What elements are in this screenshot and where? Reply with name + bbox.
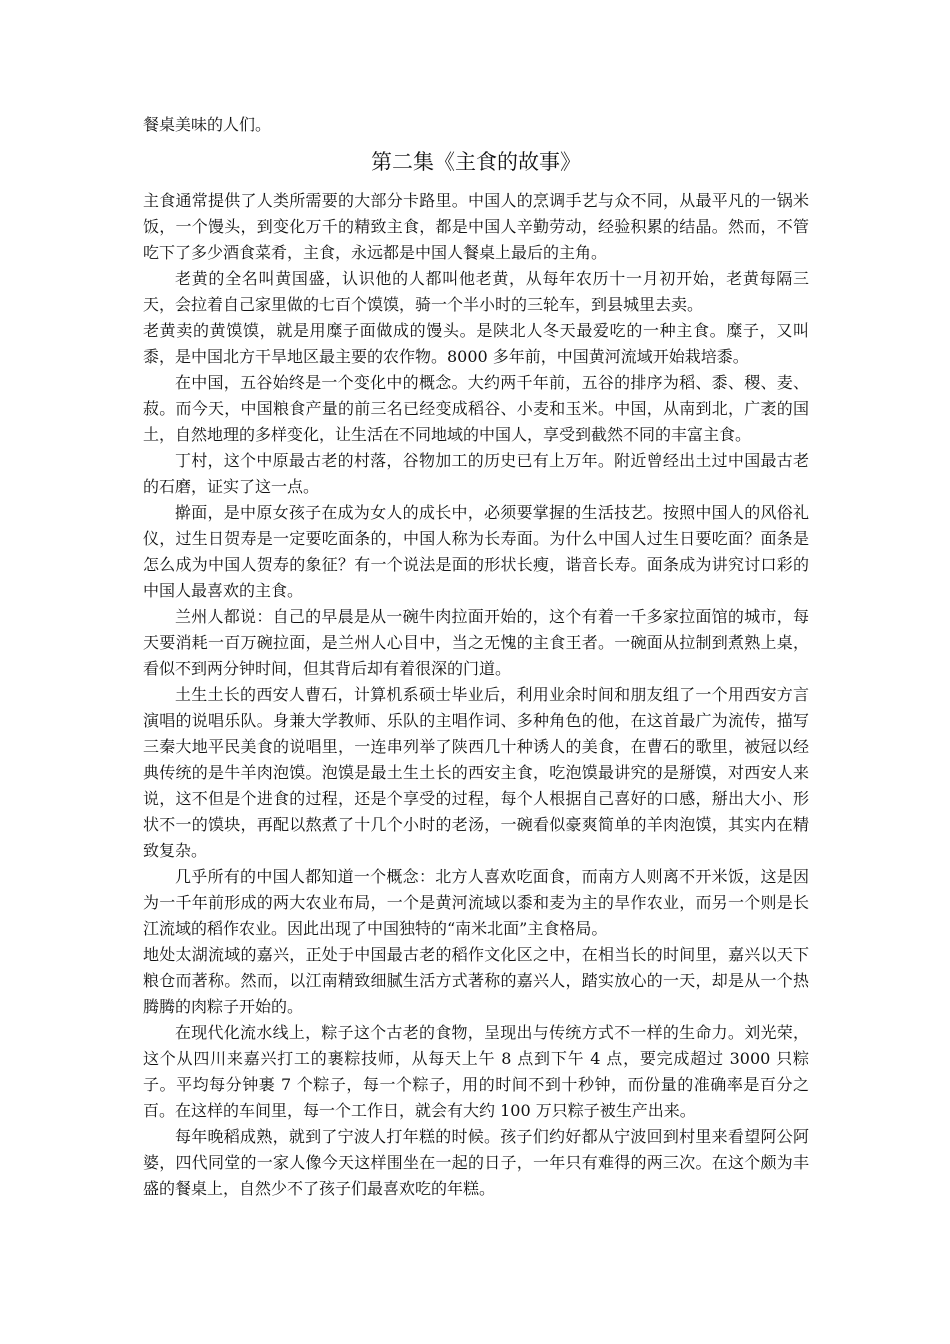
chapter-title: 第二集《主食的故事》 [371,150,581,174]
body-paragraph: 土生土长的西安人曹石，计算机系硕士毕业后，利用业余时间和朋友组了一个用西安方言演唱的说唱乐队。身兼大学教师、乐队的主唱作词、多种角色的他，在这首最广为流传，描写三秦大地平民美食的说唱里，一连串列举了陕西几十种诱人的美食，在曹石的歌里，被冠以经典传统的是牛羊肉泡馍。泡馍是最土生土长的西安主食，吃泡馍最讲究的是掰馍，对西安人来说，这不但是个进食的过程，还是个享受的过程，每个人根据自己喜好的口感，掰出大小、形状不一的馍块，再配以熬煮了十几个小时的老汤，一碗看似豪爽简单的羊肉泡馍，其实内在精致复杂。 [143,685,809,860]
body-paragraph: 丁村，这个中原最古老的村落，谷物加工的历史已有上万年。附近曾经出土过中国最古老的石磨，证实了这一点。 [143,451,809,496]
body-paragraph: 擀面，是中原女孩子在成为女人的成长中，必须要掌握的生活技艺。按照中国人的风俗礼仪，过生日贺寿是一定要吃面条的，中国人称为长寿面。为什么中国人过生日要吃面？面条是怎么成为中国人贺寿的象征？有一个说法是面的形状长瘦，谐音长寿。面条成为讲究讨口彩的中国人最喜欢的主食。 [143,503,809,600]
body-paragraph: 老黄卖的黄馍馍，就是用糜子面做成的馒头。是陕北人冬天最爱吃的一种主食。糜子，又叫黍，是中国北方干旱地区最主要的农作物。8000 多年前，中国黄河流域开始栽培黍。 [143,321,809,366]
body-paragraph: 地处太湖流域的嘉兴，正处于中国最古老的稻作文化区之中，在相当长的时间里，嘉兴以天下粮仓而著称。然而，以江南精致细腻生活方式著称的嘉兴人，踏实放心的一天，却是从一个热腾腾的肉粽子开始的。 [143,945,809,1016]
body-paragraph: 几乎所有的中国人都知道一个概念：北方人喜欢吃面食，而南方人则离不开米饭，这是因为一千年前形成的两大农业布局，一个是黄河流域以黍和麦为主的旱作农业，而另一个则是长江流域的稻作农业。因此出现了中国独特的“南米北面”主食格局。 [143,867,809,938]
body-paragraph: 老黄的全名叫黄国盛，认识他的人都叫他老黄，从每年农历十一月初开始，老黄每隔三天，会拉着自己家里做的七百个馍馍，骑一个半小时的三轮车，到县城里去卖。 [143,269,809,314]
body-paragraph: 每年晚稻成熟，就到了宁波人打年糕的时候。孩子们约好都从宁波回到村里来看望阿公阿婆，四代同堂的一家人像今天这样围坐在一起的日子，一年只有难得的两三次。在这个颇为丰盛的餐桌上，自然少不了孩子们最喜欢吃的年糕。 [143,1127,809,1198]
body-paragraph: 在现代化流水线上，粽子这个古老的食物，呈现出与传统方式不一样的生命力。刘光荣，这个从四川来嘉兴打工的裹粽技师，从每天上午 8 点到下午 4 点，要完成超过 3000 只粽子。平均每分钟裹 7 个粽子，每一个粽子，用的时间不到十秒钟，而份量的准确率是百分之百。在这样的车间里，每一个工作日，就会有大约 100 万只粽子被生产出来。 [143,1023,809,1120]
body-paragraph: 在中国，五谷始终是一个变化中的概念。大约两千年前，五谷的排序为稻、黍、稷、麦、菽。而今天，中国粮食产量的前三名已经变成稻谷、小麦和玉米。中国，从南到北，广袤的国土，自然地理的多样变化，让生活在不同地域的中国人，享受到截然不同的丰富主食。 [143,373,809,444]
leading-fragment: 餐桌美味的人们。 [143,115,272,134]
paragraph-list [143,188,809,1202]
body-paragraph: 主食通常提供了人类所需要的大部分卡路里。中国人的烹调手艺与众不同，从最平凡的一锅米饭，一个馒头，到变化万千的精致主食，都是中国人辛勤劳动，经验积累的结晶。然而，不管吃下了多少酒食菜肴，主食，永远都是中国人餐桌上最后的主角。 [143,191,809,262]
document-body [143,112,809,1202]
body-paragraph: 兰州人都说：自己的早晨是从一碗牛肉拉面开始的，这个有着一千多家拉面馆的城市，每天要消耗一百万碗拉面，是兰州人心目中，当之无愧的主食王者。一碗面从拉制到煮熟上桌，看似不到两分钟时间，但其背后却有着很深的门道。 [143,607,809,678]
